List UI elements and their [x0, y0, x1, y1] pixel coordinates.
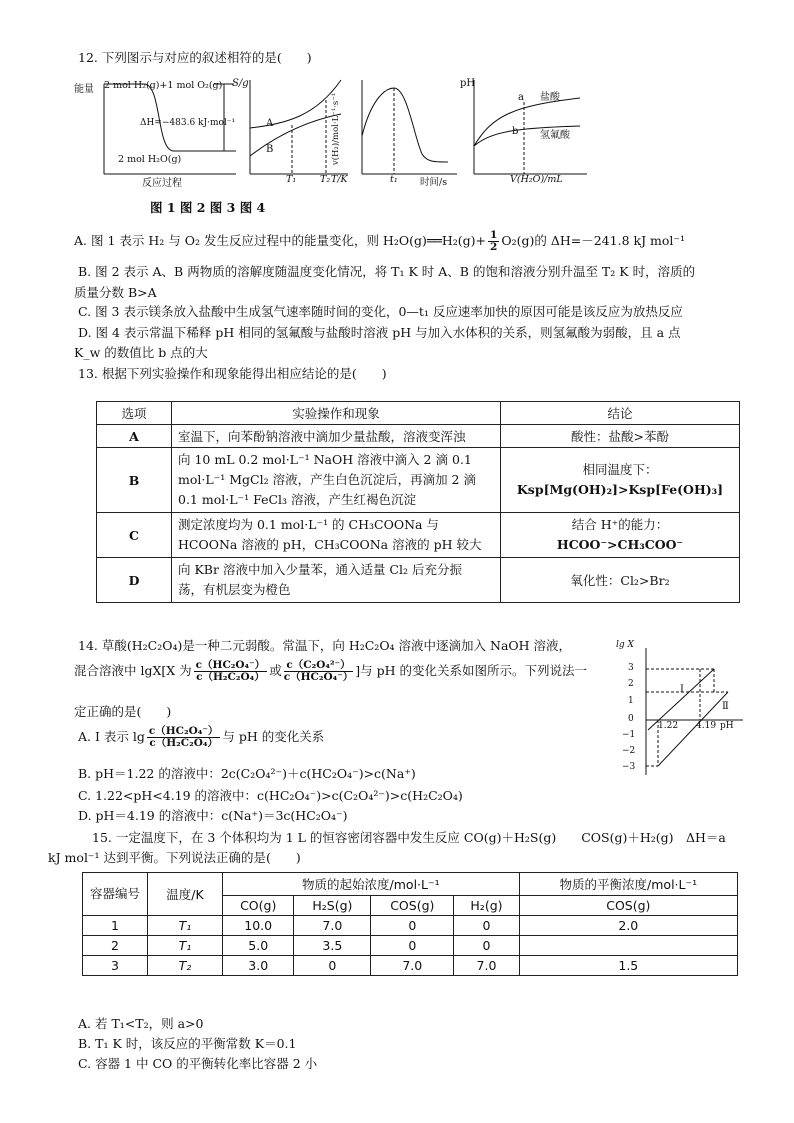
fig1-dh-label: ΔH=−483.6 kJ·mol⁻¹ — [140, 118, 236, 128]
q14-graph-x2: 4.19 — [696, 721, 717, 731]
table-row: A 室温下，向苯酚钠溶液中滴加少量盐酸，溶液变浑浊 酸性：盐酸>苯酚 — [97, 425, 740, 448]
q14-stem-3: 定正确的是( ) — [74, 704, 172, 719]
q14-stem-2: 混合溶液中 lgX[X 为 $\frac{\text{c（HC₂O₄⁻）}}{\text{c（H₂C₂O₄）}}$ 或 $\frac{\text{c（C₂O₄²⁻）}}{\text{c（HC₂O₄⁻）}}$ ]与 pH 的变化关系如图所示。下列说法一 — [74, 659, 587, 683]
fig2-xlabel: T/K — [331, 174, 348, 185]
fig4-label-a: a — [518, 92, 524, 103]
q15-option-a: A. 若 T₁<T₂，则 a>0 — [78, 1016, 204, 1031]
q14-option-b: B. pH＝1.22 的溶液中：2c(C₂O₄²⁻)＋c(HC₂O₄⁻)>c(Na⁺) — [78, 766, 416, 781]
table-row: B 向 10 mL 0.2 mol·L⁻¹ NaOH 溶液中滴入 2 滴 0.1 mol·L⁻¹ MgCl₂ 溶液，产生白色沉淀后，再滴加 2 滴 0.1 mol·L⁻¹ FeCl₃ 溶液，产生红褐色沉淀 相同温度下： Ksp[Mg(OH)₂]>Ksp[Fe(OH)₃] — [97, 448, 740, 513]
q15-stem-1: 15. 一定温度下，在 3 个体积均为 1 L 的恒容密闭容器中发生反应 CO(g)＋H₂S(g) COS(g)＋H₂(g) ΔH＝a — [92, 830, 726, 845]
q14-graph-ytick: −3 — [622, 762, 636, 772]
q14-option-d: D. pH＝4.19 的溶液中：c(Na⁺)＝3c(HC₂O₄⁻) — [78, 808, 348, 823]
q12-option-a: A. 图 1 表示 H₂ 与 O₂ 发生反应过程中的能量变化，则 H₂O(g)══H₂(g)+ $\frac{1}{2}$ O₂(g)的 ΔH=－241.8 kJ mol⁻¹ — [74, 229, 686, 253]
q15-option-b: B. T₁ K 时，该反应的平衡常数 K＝0.1 — [78, 1036, 297, 1051]
table-row: C 测定浓度均为 0.1 mol·L⁻¹ 的 CH₃COONa 与 HCOONa 溶液的 pH，CH₃COONa 溶液的 pH 较大 结合 H⁺的能力： HCOO⁻>CH₃COO⁻ — [97, 513, 740, 558]
q13-header-operation: 实验操作和现象 — [172, 402, 501, 425]
q14-graph-x1: 1.22 — [658, 721, 679, 731]
q15-table: 容器编号 温度/K 物质的起始浓度/mol·L⁻¹ 物质的平衡浓度/mol·L⁻¹ CO(g) H₂S(g) COS(g) H₂(g) COS(g) 1 T₁ 10.0 7.0 0 0 2.0 2 T₁ 5.0 3.5 0 0 3 T₂ 3.0 0 7.0 7.0 1.5 — [82, 872, 738, 976]
q12-figure-4 — [462, 76, 592, 188]
fig3-t1: t₁ — [390, 174, 398, 185]
q12-option-d-2: K_w 的数值比 b 点的大 — [74, 345, 208, 360]
q12-fig-caption: 图 1 图 2 图 3 图 4 — [150, 200, 266, 215]
fig1-bottom-label: 2 mol H₂O(g) — [118, 154, 182, 165]
fig4-hf: 氢氟酸 — [540, 130, 570, 141]
q14-graph-xunit: pH — [720, 721, 734, 731]
table-row: 3 T₂ 3.0 0 7.0 7.0 1.5 — [83, 956, 738, 976]
q12-figure-3 — [352, 76, 462, 188]
q13-header-conclusion: 结论 — [501, 402, 740, 425]
fig4-label-b: b — [512, 126, 519, 137]
fig3-ylabel: v(H₂)/mol·L⁻¹·s⁻¹ — [331, 92, 342, 166]
q15-header-container: 容器编号 — [83, 873, 148, 916]
q14-graph-line1-label: Ⅰ — [680, 684, 684, 695]
q12-figure-1 — [74, 76, 244, 188]
q12-option-b-2: 质量分数 B>A — [74, 285, 157, 300]
q14-graph-ytick: 0 — [628, 714, 634, 724]
q12-option-c: C. 图 3 表示镁条放入盐酸中生成氢气速率随时间的变化，0—t₁ 反应速率加快的原因可能是该反应为放热反应 — [78, 304, 683, 319]
fig1-xlabel: 反应过程 — [142, 178, 182, 189]
fig4-hcl: 盐酸 — [540, 92, 560, 103]
fig1-ylabel: 能量 — [74, 84, 94, 95]
q14-graph-ytick: 2 — [628, 679, 634, 689]
q14-option-c: C. 1.22<pH<4.19 的溶液中：c(HC₂O₄⁻)>c(C₂O₄²⁻)>c(H₂C₂O₄) — [78, 788, 463, 803]
table-row: 2 T₁ 5.0 3.5 0 0 — [83, 936, 738, 956]
q12-stem: 12. 下列图示与对应的叙述相符的是( ) — [78, 50, 312, 65]
q14-stem-1: 14. 草酸(H₂C₂O₄)是一种二元弱酸。常温下，向 H₂C₂O₄ 溶液中逐滴加入 NaOH 溶液， — [78, 638, 572, 653]
q13-stem: 13. 根据下列实验操作和现象能得出相应结论的是( ) — [78, 366, 387, 381]
fig4-ylabel: pH — [460, 78, 476, 89]
q13-table — [96, 401, 740, 603]
q13-header-option: 选项 — [97, 402, 172, 425]
q15-header-temp: 温度/K — [148, 873, 223, 916]
q14-graph-ytick: 1 — [628, 696, 634, 706]
fig2-t2: T₂ — [320, 174, 331, 185]
q14-graph-ytick: −2 — [622, 746, 636, 756]
fig2-ylabel: S/g — [232, 78, 249, 89]
fig2-label-a: A — [266, 118, 274, 129]
q14-graph-line2-label: Ⅱ — [722, 701, 729, 712]
q14-option-a: A. Ⅰ 表示 lg $\frac{\text{c（HC₂O₄⁻）}}{\text{c（H₂C₂O₄）}}$ 与 pH 的变化关系 — [78, 725, 325, 749]
fig2-t1: T₁ — [286, 174, 297, 185]
q14-graph-ytick: 3 — [628, 663, 634, 673]
q15-header-eq: 物质的平衡浓度/mol·L⁻¹ — [519, 873, 737, 896]
q12-option-b-1: B. 图 2 表示 A、B 两物质的溶解度随温度变化情况，将 T₁ K 时 A、B 的饱和溶液分别升温至 T₂ K 时，溶质的 — [78, 264, 696, 279]
q15-option-c: C. 容器 1 中 CO 的平衡转化率比容器 2 小 — [78, 1056, 318, 1071]
q14-graph-ylabel: lg X — [616, 640, 634, 650]
q15-stem-2: kJ mol⁻¹ 达到平衡。下列说法正确的是( ) — [48, 850, 301, 865]
q15-header-start: 物质的起始浓度/mol·L⁻¹ — [223, 873, 520, 896]
q14-graph-ytick: −1 — [622, 730, 636, 740]
fig2-label-b: B — [266, 144, 274, 155]
q12-option-d-1: D. 图 4 表示常温下稀释 pH 相同的氢氟酸与盐酸时溶液 pH 与加入水体积的关系，则氢氟酸为弱酸，且 a 点 — [78, 325, 681, 340]
fig4-xlabel: V(H₂O)/mL — [510, 174, 563, 185]
table-row: D 向 KBr 溶液中加入少量苯，通入适量 Cl₂ 后充分振 荡，有机层变为橙色 氧化性：Cl₂>Br₂ — [97, 558, 740, 603]
fig3-xlabel: 时间/s — [420, 177, 448, 188]
fig1-top-label: 2 mol H₂(g)+1 mol O₂(g) — [104, 80, 223, 91]
table-row: 1 T₁ 10.0 7.0 0 0 2.0 — [83, 916, 738, 936]
